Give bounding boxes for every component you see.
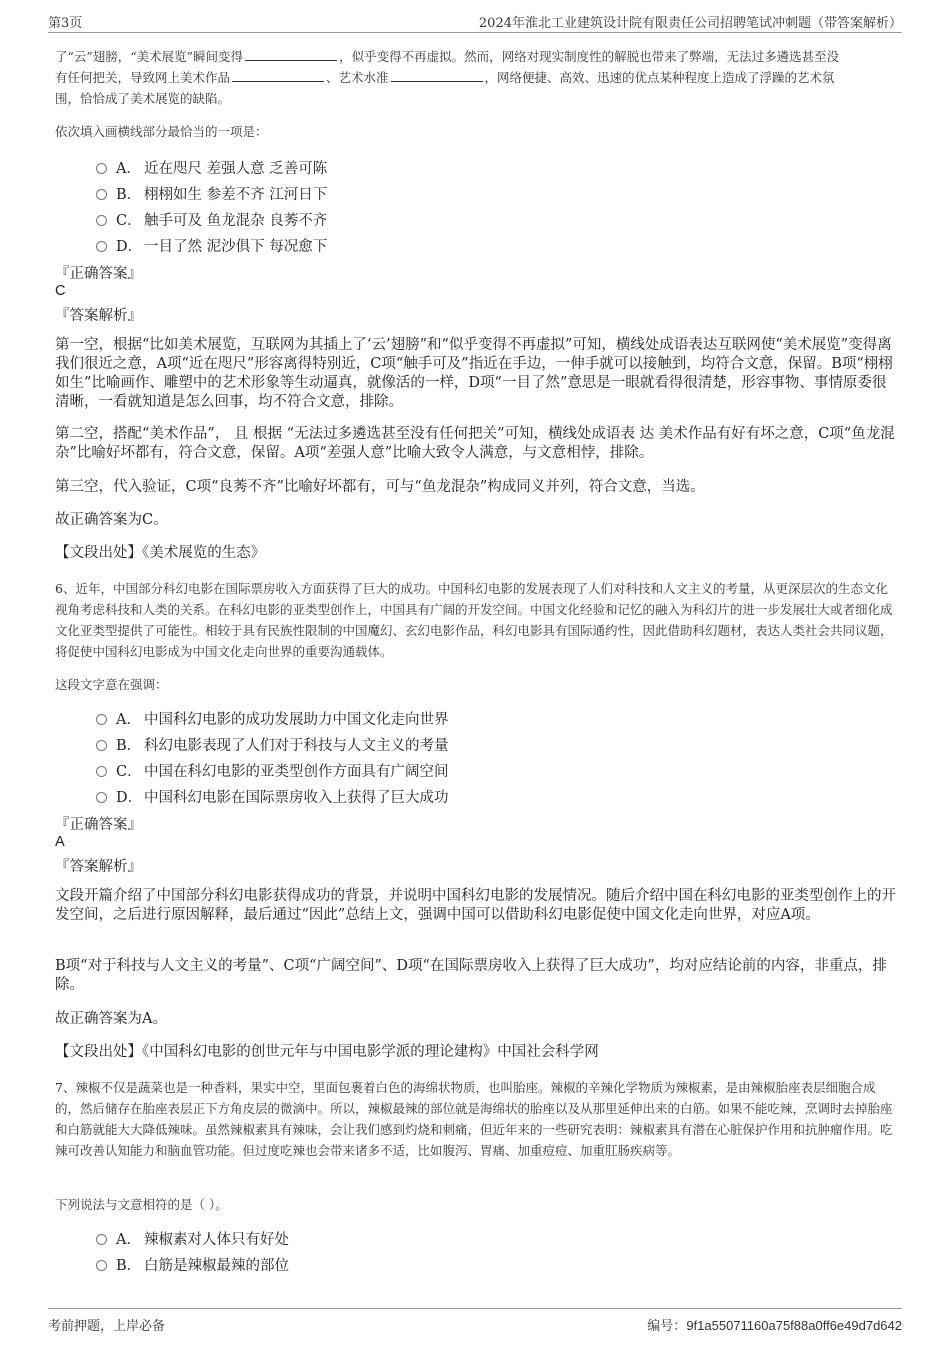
q5-analysis-label: 『答案解析』: [55, 308, 142, 324]
q5-option-d[interactable]: D． 一目了然 泥沙俱下 每况愈下: [96, 235, 327, 257]
q6-answer-label: 『正确答案』: [55, 817, 142, 833]
page-number: 第3页: [48, 16, 83, 31]
q5-answer-label: 『正确答案』: [55, 266, 142, 282]
blank-3: [391, 68, 483, 82]
q6-answer: A: [55, 834, 65, 850]
radio-icon[interactable]: [96, 189, 107, 200]
q6-analysis-1: 文段开篇介绍了中国部分科幻电影获得成功的背景，并说明中国科幻电影的发展情况。随后介绍中国在科幻电影的亚类型创作上的开发空间，之后进行原因解释，最后通过“因此”总结上文，强调中国可以借助科幻电影促使中国文化走向世界，对应A项。: [55, 888, 896, 923]
q6-stem: 6、近年，中国部分科幻电影在国际票房收入方面获得了巨大的成功。中国科幻电影的发展表现了人们对科技和人文主义的考量，从更深层次的生态文化视角考虑科技和人类的关系。在科幻电影的亚类型创作上，中国具有广阔的开发空间。中国文化经验和记忆的融入为科幻片的进一步发展壮大或者细化成文化亚类型提供了可能性。相较于具有民族性限制的中国魔幻、玄幻电影作品，科幻电影具有国际通约性，因此借助科幻题材，表达人类社会共同议题，将促使中国科幻电影成为中国文化走向世界的重要沟通载体。: [55, 581, 893, 659]
footer-slogan: 考前押题，上岸必备: [48, 1319, 166, 1334]
q5-analysis-4: 故正确答案为C。: [55, 512, 168, 528]
page-footer: [48, 1308, 902, 1333]
q6-analysis-label: 『答案解析』: [55, 859, 142, 875]
radio-icon[interactable]: [96, 1234, 107, 1245]
q5-analysis-2: 第二空，搭配“美术作品”， 且 根据 “无法过多遴选甚至没有任何把关”可知，横线处成语表 达 美术作品有好有坏之意，C项“鱼龙混杂”比喻好坏都有，符合文意，保留。A项“差强人意”比喻大致令人满意，与文意相悖，排除。: [55, 426, 895, 461]
q6-option-b[interactable]: B． 科幻电影表现了人们对于科技与人文主义的考量: [96, 734, 449, 756]
q5-source: 【文段出处】《美术展览的生态》: [55, 545, 266, 561]
q7-option-a[interactable]: A． 辣椒素对人体只有好处: [96, 1228, 289, 1250]
q6-source: 【文段出处】《中国科幻电影的创世元年与中国电影学派的理论建构》中国社会科学网: [55, 1044, 599, 1060]
page-header: [48, 10, 902, 33]
radio-icon[interactable]: [96, 1260, 107, 1271]
q5-analysis-1: 第一空，根据“比如美术展览，互联网为其插上了‘云’翅膀”和“似乎变得不再虚拟”可知，横线处成语表达互联网使“美术展览”变得离我们很近之意，A项“近在咫尺”形容离得特别近，C项“触手可及”指近在手边，一伸手就可以接触到，均符合文意，保留。B项“栩栩如生”比喻画作、雕塑中的艺术形象等生动逼真，就像活的一样，D项“一目了然”意思是一眼就看得很清楚，形容事物、事情原委很清晰，一看就知道是怎么回事，均不符合文意，排除。: [55, 337, 893, 410]
q5-option-b[interactable]: B． 栩栩如生 参差不齐 江河日下: [96, 183, 327, 205]
radio-icon[interactable]: [96, 740, 107, 751]
document-title: 2024年淮北工业建筑设计院有限责任公司招聘笔试冲刺题（带答案解析）: [478, 16, 902, 31]
q5-option-c[interactable]: C． 触手可及 鱼龙混杂 良莠不齐: [96, 209, 327, 231]
q7-option-b[interactable]: B． 白筋是辣椒最辣的部位: [96, 1254, 289, 1276]
blank-2: [232, 68, 324, 82]
q6-option-c[interactable]: C． 中国在科幻电影的亚类型创作方面具有广阔空间: [96, 760, 449, 782]
radio-icon[interactable]: [96, 215, 107, 226]
blank-1: [245, 47, 337, 61]
q7-stem: 7、辣椒不仅是蔬菜也是一种香料，果实中空，里面包裹着白色的海绵状物质，也叫胎座。辣椒的辛辣化学物质为辣椒素，是由辣椒胎座表层细胞合成的，然后储存在胎座表层正下方角皮层的微滴中。所以，辣椒最辣的部位就是海绵状的胎座以及从那里延伸出来的白筋。如果不能吃辣，烹调时去掉胎座和白筋就能大大降低辣味。虽然辣椒素具有辣味，会让我们感到灼烧和刺痛，但近年来的一些研究表明：辣椒素具有潜在心脏保护作用和抗肿瘤作用。吃辣可改善认知能力和脑血管功能。但过度吃辣也会带来诸多不适，比如腹泻、胃痛、加重痘痘、加重肛肠疾病等。: [55, 1080, 893, 1158]
q5-answer: C: [55, 283, 66, 299]
radio-icon[interactable]: [96, 714, 107, 725]
q5-stem: 了“云”翅膀，“美术展览”瞬间变得 ，似乎变得不再虚拟。然而，网络对现实制度性的解脱也带来了弊端，无法过多遴选甚至没 有任何把关，导致网上美术作品 、艺术水准 ，网络便捷、高效、迅速的优点某种程度上造成了浮躁的艺术氛 围，恰恰成了美术展览的缺陷。: [55, 49, 840, 106]
document-code: 编号：9f1a55071160a75f88a0ff6e49d7d642: [647, 1318, 902, 1334]
q6-option-a[interactable]: A． 中国科幻电影的成功发展助力中国文化走向世界: [96, 708, 449, 730]
q6-analysis-3: 故正确答案为A。: [55, 1011, 167, 1027]
radio-icon[interactable]: [96, 766, 107, 777]
radio-icon[interactable]: [96, 163, 107, 174]
q5-option-a[interactable]: A． 近在咫尺 差强人意 乏善可陈: [96, 157, 327, 179]
q7-prompt: 下列说法与文意相符的是（ ）。: [55, 1197, 228, 1212]
radio-icon[interactable]: [96, 241, 107, 252]
q6-option-d[interactable]: D． 中国科幻电影在国际票房收入上获得了巨大成功: [96, 786, 449, 808]
q6-analysis-2: B项“对于科技与人文主义的考量”、C项“广阔空间”、D项“在国际票房收入上获得了巨大成功”，均对应结论前的内容，非重点，排除。: [55, 958, 887, 993]
q6-prompt: 这段文字意在强调：: [55, 677, 168, 692]
q5-prompt: 依次填入画横线部分最恰当的一项是：: [55, 124, 268, 139]
radio-icon[interactable]: [96, 792, 107, 803]
q5-analysis-3: 第三空，代入验证，C项“良莠不齐”比喻好坏都有，可与“鱼龙混杂”构成同义并列，符合文意，当选。: [55, 479, 705, 495]
